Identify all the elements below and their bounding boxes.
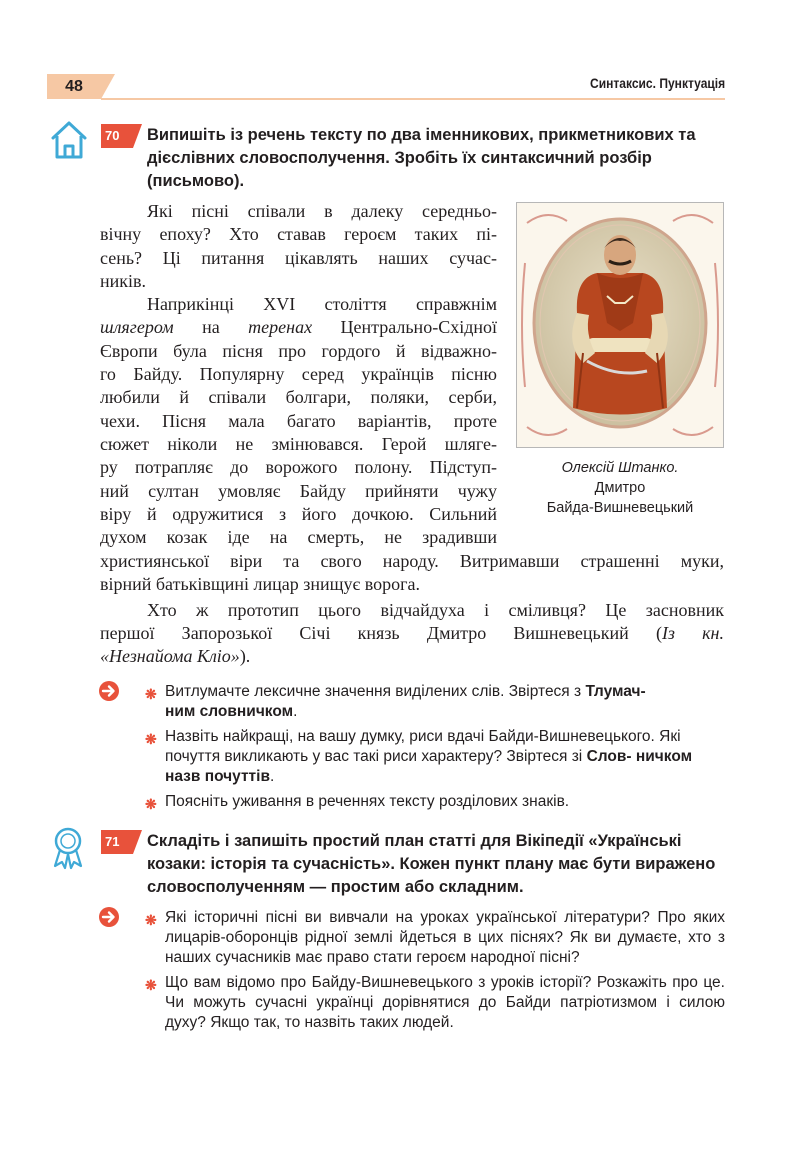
text-line	[100, 645, 724, 668]
header-divider	[101, 98, 725, 100]
text-line: сень? Ці питання цікавлять наших сучас-	[100, 247, 497, 268]
section-title: Синтаксис. Пунктуація	[589, 75, 725, 91]
text-fragment: .	[293, 703, 298, 720]
list-item	[145, 792, 725, 812]
task-instruction: Випишіть із речень тексту по два іменникових, прикметникових та дієслівних словосполучення. Зробіть їх синтаксичний розбір (письмово).	[147, 126, 696, 190]
list-item	[145, 973, 725, 1033]
bold-reference: ничком назв почуттів	[165, 748, 693, 785]
text-line: сюжет ніколи не змінювався. Герой шляге-	[100, 433, 497, 454]
arrow-right-icon	[98, 906, 120, 928]
text-line	[100, 316, 497, 339]
text-line: любили й співали болгари, поляки, серби,	[100, 387, 497, 408]
text-fragment: ).	[239, 646, 251, 667]
text-line: Європи була пісня про гордого й відважно-	[100, 340, 497, 361]
highlighted-word: теренах	[248, 317, 313, 338]
text-line: вічну епоху? Хто ставав героєм таких пі-	[100, 224, 497, 245]
page-number-tab	[101, 74, 115, 99]
asterisk-bullet-icon: ❋	[145, 796, 157, 812]
task-number-badge: 71	[101, 830, 133, 854]
text-line: Які пісні співали в далеку середньо-	[147, 201, 497, 221]
text-line: віру й одружитися з його дочкою. Сильний	[100, 503, 497, 524]
text-fragment: Поясніть уживання в реченнях тексту розділових знаків.	[165, 793, 570, 810]
page-header	[47, 74, 725, 99]
bold-reference: Тлумач-	[585, 683, 646, 700]
text-fragment: Витлумачте лексичне значення виділених слів. Звіртеся з	[165, 683, 586, 700]
source-reference: «Незнайома Кліо»	[100, 646, 240, 667]
text-fragment: .	[269, 768, 275, 785]
task-questions	[145, 908, 725, 1038]
award-ribbon-icon	[50, 826, 86, 875]
text-line: вірний батьківщині лицар знищує ворога.	[100, 574, 420, 595]
bold-reference: Слов-	[586, 748, 632, 765]
asterisk-bullet-icon: ❋	[145, 912, 157, 928]
reading-text-continuation	[100, 550, 724, 668]
text-line: го Байду. Популярну серед українців пісню	[100, 364, 497, 385]
text-line: Наприкінці XVI століття справжнім	[147, 294, 497, 315]
text-fragment: на	[173, 317, 249, 338]
text-fragment: Які історичні пісні ви вивчали на уроках української літератури? Про яких лицарів-оборонців рідної землі йдеться в цих піснях? Як ви думаєте, хто з наших сучасників має право стати героєм народної пісні?	[165, 909, 725, 966]
text-line: ний султан умовляє Байду прийняти чужу	[100, 480, 497, 501]
source-reference: Із кн.	[661, 622, 724, 643]
list-item	[145, 727, 725, 787]
task-instruction: Складіть і запишіть простий план статті для Вікіпедії «Українські козаки: історія та сучасність». Кожен пункт плану має бути виражено словосполученням — простим або складним.	[147, 832, 716, 896]
list-item	[145, 682, 725, 722]
text-fragment: Назвіть найкращі, на вашу думку, риси вдачі Байди-Вишневецького. Які почуття викликають у вас такі риси характеру? Звіртеся зі	[165, 728, 681, 765]
caption-name-line: Дмитро	[594, 480, 646, 496]
text-fragment: Що вам відомо про Байду-Вишневецького з уроків історії? Розкажіть про це. Чи можуть сучасні українці дорівнятися до Байди патріотизмом і силою духу? Якщо так, то назвіть таких людей.	[165, 974, 725, 1031]
asterisk-bullet-icon: ❋	[145, 977, 157, 993]
text-line	[100, 622, 724, 645]
portrait-caption	[518, 458, 722, 518]
list-item	[145, 908, 725, 968]
reading-text-column	[100, 200, 497, 549]
text-line: духом козак іде на смерть, не зрадивши	[100, 527, 497, 548]
highlighted-word: шлягером	[100, 317, 174, 338]
page-number: 48	[47, 74, 101, 99]
text-line: чехи. Пісня мала багато варіантів, проте	[100, 410, 497, 431]
house-icon	[50, 120, 88, 165]
text-fragment: Центрально-Східної	[312, 317, 497, 338]
portrait-illustration	[516, 202, 724, 448]
text-line: Хто ж прототип цього відчайдуха і сміливця? Це засновник	[147, 599, 724, 620]
task-number-badge: 70	[101, 124, 133, 148]
caption-author: Олексій Штанко.	[561, 460, 679, 476]
bold-reference: ним словничком	[165, 703, 294, 720]
text-fragment: першої Запорозької Січі князь Дмитро Вишневецький (	[100, 622, 662, 643]
arrow-right-icon	[98, 680, 120, 702]
text-line: ників.	[100, 270, 147, 291]
text-line: християнської віри та свого народу. Витримавши страшенні муки,	[100, 551, 724, 571]
asterisk-bullet-icon: ❋	[145, 731, 157, 747]
caption-name-line: Байда-Вишневецький	[546, 500, 694, 516]
asterisk-bullet-icon: ❋	[145, 686, 157, 702]
task-questions	[145, 682, 725, 817]
text-line: ру потрапляє до ворожого полону. Підступ-	[100, 457, 497, 478]
